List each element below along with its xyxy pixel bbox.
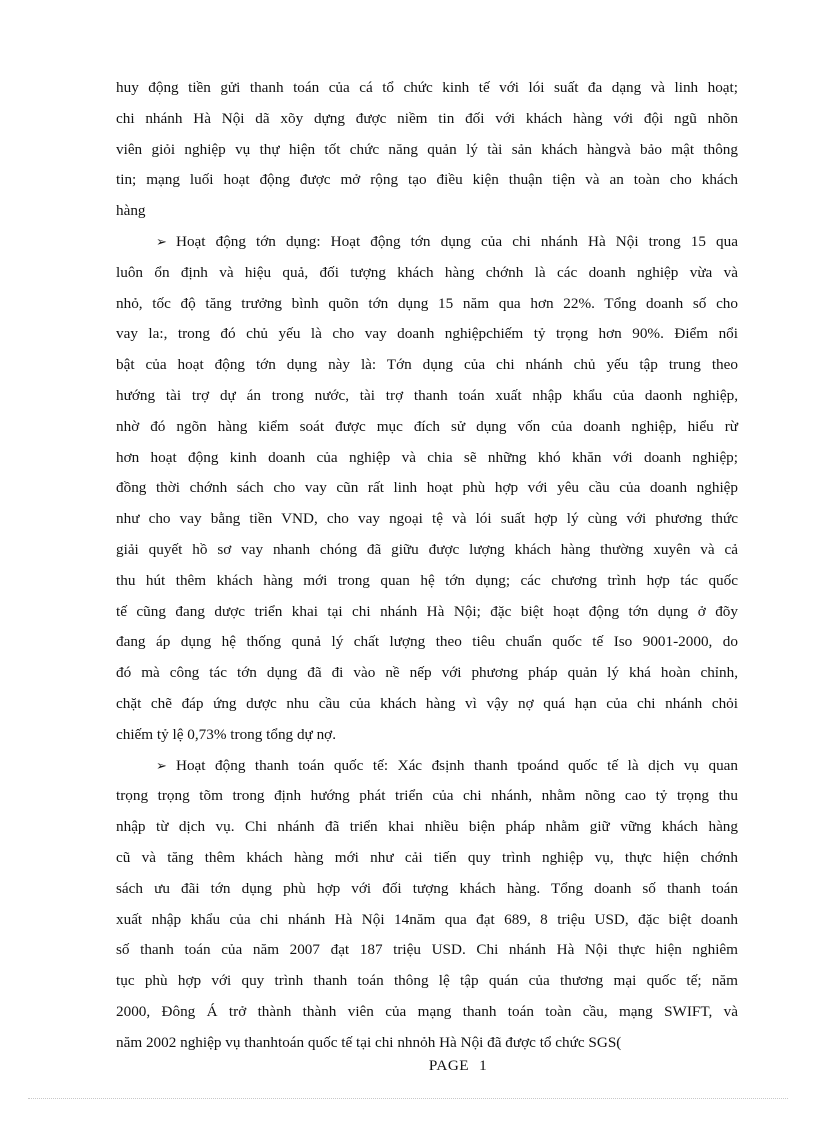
text-line: xuất nhập khẩu của chi nhánh Hà Nội 14năm qua đạt 689, 8 triệu USD, đặc biệt doanh xyxy=(116,910,738,928)
text-line: đồng thời chớnh sách cho vay cũn rất linh hoạt phù hợp với yêu cầu của doanh nghiệp xyxy=(116,479,738,497)
text-line: nhập từ dịch vụ. Chi nhánh đã triển khai nhiều biện pháp nhằm giữ vững khách hàng xyxy=(116,818,738,836)
text-line: Hoạt động thanh toán quốc tế: Xác đsịnh thanh tpoánd quốc tế là dịch vụ quan xyxy=(176,756,738,774)
bullet-line xyxy=(116,227,738,258)
text-line: nhờ đó ngõn hàng kiểm soát được mục đích sử dụng vốn của doanh nghiệp, hiểu rừ xyxy=(116,417,738,435)
text-line: cũ và tăng thêm khách hàng mới như cải tiến quy trình nghiệp vụ, thực hiện chớnh xyxy=(116,848,738,866)
text-line: giải quyết hồ sơ vay nhanh chóng đã giữu được lượng khách hàng thường xuyên và cả xyxy=(116,540,738,558)
page-label: PAGE xyxy=(428,1057,470,1074)
text-line: chặt chẽ đáp ứng dược nhu cầu của khách hàng vì vậy nợ quá hạn của chi nhánh chỏi xyxy=(116,694,738,712)
text-line: chiếm tỷ lệ 0,73% trong tổng dự nợ. xyxy=(116,725,336,743)
text-line: luôn ổn định và hiệu quả, đối tượng khách hàng chớnh là các doanh nghiệp vừa và xyxy=(116,263,738,281)
page-divider xyxy=(28,1098,788,1099)
text-line: tục phù hợp với quy trình thanh toán thông lệ tập quán của thương mại quốc tế; năm xyxy=(116,972,738,990)
text-line: năm 2002 nghiệp vụ thanhtoán quốc tế tại chi nhnỏh Hà Nội đã được tổ chức SGS( xyxy=(116,1033,622,1051)
page-footer xyxy=(0,1057,816,1075)
bullet-arrow-icon: ➢ xyxy=(156,233,167,249)
text-line: hàng xyxy=(116,202,146,220)
text-line: vay la:, trong đó chủ yếu là cho vay doanh nghiệpchiếm tỷ trọng hơn 90%. Điểm nổi xyxy=(116,325,738,343)
text-line: như cho vay bằng tiền VND, cho vay ngoại tệ và lói suất hợp lý cùng với phương thức xyxy=(116,510,738,528)
text-line: nhỏ, tốc độ tăng trưởng bình quõn tớn dụng 15 năm qua hơn 22%. Tổng doanh số cho xyxy=(116,294,738,312)
text-line: trọng trọng tõm trong định hướng phát triển của chi nhánh, nhằm nõng cao tỷ trọng thu xyxy=(116,787,738,805)
text-line: 2000, Đông Á trở thành thành viên của mạng thanh toán toàn cầu, mạng SWIFT, và xyxy=(116,1002,738,1020)
text-line: thu hút thêm khách hàng mới trong quan hệ tớn dụng; các chương trình hợp tác quốc xyxy=(116,571,738,589)
text-line: tế cũng đang dược triển khai tại chi nhánh Hà Nội; đặc biệt hoạt động tớn dụng ở đõy xyxy=(116,602,738,620)
text-line: huy động tiền gửi thanh toán của cá tổ chức kinh tế với lói suất đa dạng và linh hoạt; xyxy=(116,79,738,96)
text-line: đó mà công tác tớn dụng đã đi vào nề nếp với phương pháp quản lý khá hoàn chỉnh, xyxy=(116,664,738,682)
text-line: hướng tài trợ dự án trong nước, tài trợ thanh toán xuất nhập khẩu của daonh nghiệp, xyxy=(116,386,738,404)
text-line: hơn hoạt động kinh doanh của nghiệp và chia sẽ những khó khăn với doanh nghiệp; xyxy=(116,448,738,466)
text-line: Hoạt động tớn dụng: Hoạt động tớn dụng của chi nhánh Hà Nội trong 15 qua xyxy=(176,232,738,250)
body-text xyxy=(116,73,738,1059)
page-number: 1 xyxy=(479,1057,488,1074)
text-line: bật của hoạt động tớn dụng này là: Tớn dụng của chi nhánh chủ yếu tập trung theo xyxy=(116,356,738,374)
text-line: số thanh toán của năm 2007 đạt 187 triệu USD. Chi nhánh Hà Nội thực hiện nghiêm xyxy=(116,941,738,959)
text-line: chi nhánh Hà Nội dã xõy dựng được niềm tin đối với khách hàng với đội ngũ nhõn xyxy=(116,109,738,127)
text-line: viên giỏi nghiệp vụ thự hiện tốt chức năng quản lý tài sản khách hàngvà bảo mật thông xyxy=(116,140,738,158)
text-line: tin; mạng luối hoạt động được mở rộng tạo điều kiện thuận tiện và an toàn cho khách xyxy=(116,171,738,189)
bullet-arrow-icon: ➢ xyxy=(156,757,167,773)
text-line: sách ưu đãi tớn dụng phù hợp với đối tượng khách hàng. Tổng doanh số thanh toán xyxy=(116,879,738,897)
bullet-line xyxy=(116,751,738,782)
text-line: đang áp dụng hệ thống qunả lý chất lượng theo tiêu chuẩn quốc tế Iso 9001-2000, do xyxy=(116,633,738,651)
